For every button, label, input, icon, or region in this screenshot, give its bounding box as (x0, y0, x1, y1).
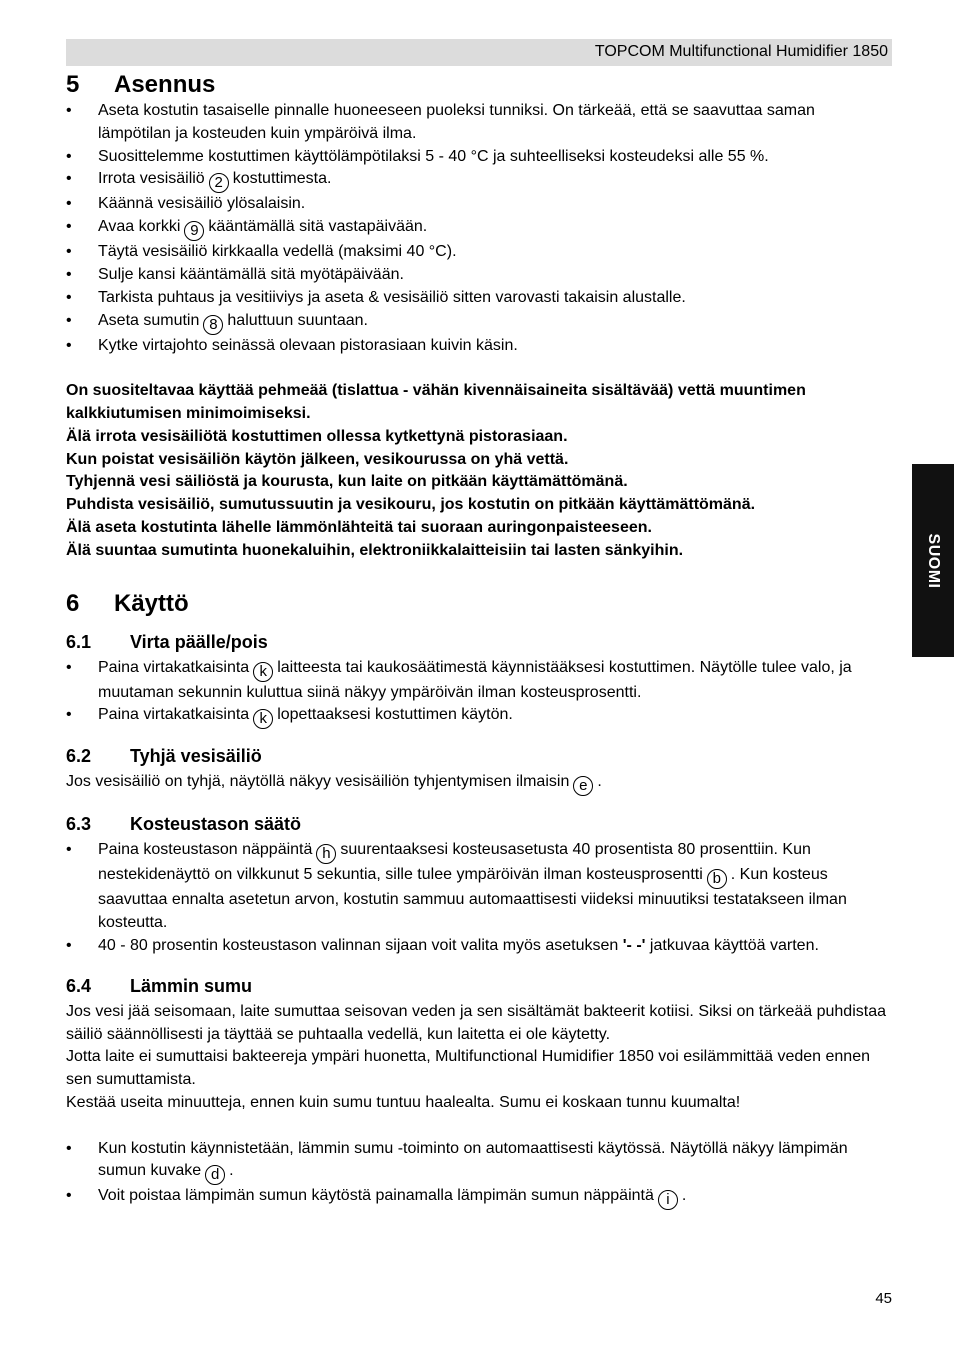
list-item: • Tarkista puhtaus ja vesitiiviys ja aseta & vesisäiliö sitten varovasti takaisin alustalle. (66, 288, 686, 306)
paragraph: Kestää useita minuutteja, ennen kuin sumu tuntuu haalealta. Sumu ei koskaan tunnu kuumalta! (66, 1093, 741, 1111)
ref-marker: k (253, 709, 273, 729)
ref-marker: e (573, 776, 593, 796)
warning-text: Puhdista vesisäiliö, sumutussuutin ja vesikouru, jos kostutin on pitkään käyttämättömänä. (66, 496, 756, 514)
warning-text: Älä irrota vesisäiliötä kostuttimen ollessa kytkettynä pistorasiaan. (66, 427, 568, 445)
warm-mist-list (66, 1138, 892, 1211)
section-title: Asennus (114, 71, 216, 98)
ref-marker: h (316, 844, 336, 864)
list-item: • Aseta sumutin 8 haluttuun suuntaan. (66, 311, 368, 333)
section-5-heading (66, 70, 892, 100)
list-item: • Irrota vesisäiliö 2 kostuttimesta. (66, 170, 332, 192)
paragraph: Jotta laite ei sumuttaisi bakteereja ympäri huonetta, Multifunctional Humidifier 1850 voi esilämmittää veden ennen sen sumuttamista. (66, 1048, 870, 1089)
language-tab (912, 464, 954, 657)
page-number: 45 (875, 1290, 892, 1307)
warning-text: Älä suuntaa sumutinta huonekaluihin, elektroniikkalaitteisiin tai lasten sänkyihin. (66, 541, 684, 559)
ref-marker: 2 (209, 173, 229, 193)
subsection-6-3-heading: 6.3 Kosteustason säätö (66, 814, 302, 835)
section-number: 6 (66, 589, 80, 617)
ref-marker: i (658, 1190, 678, 1210)
list-item: • Paina virtakatkaisinta k lopettaaksesi kostuttimen käytön. (66, 706, 513, 728)
warning-text: On suositeltavaa käyttää pehmeää (tislattua - vähän kivennäisaineita sisältävää) vettä muuntimen kalkkiutumisen minimoimiseksi. (66, 382, 806, 422)
section-title: Käyttö (114, 589, 189, 617)
ref-marker: 9 (184, 221, 204, 241)
section-6-heading (66, 589, 892, 619)
list-item: • Kytke virtajohto seinässä olevaan pistorasiaan kuivin käsin. (66, 336, 518, 354)
warning-text: Älä aseta kostutinta lähelle lämmönlähteitä tai suoraan auringonpaisteeseen. (66, 518, 652, 536)
subsection-6-4-heading: 6.4 Lämmin sumu (66, 975, 253, 996)
section-number: 5 (66, 71, 80, 98)
subsection-6-2-heading: 6.2 Tyhjä vesisäiliö (66, 746, 262, 767)
language-tab-label: SUOMI (925, 533, 942, 588)
page-header (66, 39, 892, 66)
warnings-block (66, 380, 892, 562)
list-item: • Suosittelemme kostuttimen käyttölämpötilaksi 5 - 40 °C ja suhteelliseksi kosteudeksi alle 55 %. (66, 147, 769, 165)
list-item: • Avaa korkki 9 kääntämällä sitä vastapäivään. (66, 218, 428, 240)
warning-text: Tyhjennä vesi säiliöstä ja kourusta, kun laite on pitkään käyttämättömänä. (66, 473, 628, 491)
page-content (66, 70, 892, 1210)
paragraph: Jos vesi jää seisomaan, laite sumuttaa seisovan veden ja sen sisältämät bakteerit kotiisi. Siksi on tärkeää puhdistaa säiliö säännöllisesti ja täyttää se puhtaalla vedellä, kun laitetta ei ole käytetty. (66, 1002, 886, 1043)
ref-marker: 8 (203, 315, 223, 335)
empty-tank-text: Jos vesisäiliö on tyhjä, näytöllä näkyy vesisäiliön tyhjentymisen ilmaisin e . (66, 773, 602, 795)
power-list (66, 657, 892, 730)
warm-mist-text (66, 1001, 892, 1115)
humidity-list (66, 839, 892, 957)
installation-list (66, 100, 892, 357)
header-title: TOPCOM Multifunctional Humidifier 1850 (594, 43, 888, 60)
warning-text: Kun poistat vesisäiliön käytön jälkeen, vesikourussa on yhä vettä. (66, 450, 569, 468)
ref-marker: k (253, 662, 273, 682)
ref-marker: d (205, 1165, 225, 1185)
list-item: • Sulje kansi kääntämällä sitä myötäpäivään. (66, 265, 404, 283)
list-item: • Aseta kostutin tasaiselle pinnalle huoneeseen puoleksi tunniksi. On tärkeää, että se saavuttaa saman lämpötilan ja kosteuden kuin ympäröivä ilma. (66, 102, 815, 142)
list-item: • Paina virtakatkaisinta k laitteesta tai kaukosäätimestä käynnistääksesi kostuttimen. Näytölle tulee valo, ja muutaman sekunnin kuluttua siinä näkyy ympäröivän ilman kosteusprosentti. (66, 658, 852, 701)
list-item: • Täytä vesisäiliö kirkkaalla vedellä (maksimi 40 °C). (66, 243, 457, 261)
list-item: • 40 - 80 prosentin kosteustason valinnan sijaan voit valita myös asetuksen '- -' jatkuvaa käyttöä varten. (66, 936, 819, 954)
list-item: • Käännä vesisäiliö ylösalaisin. (66, 195, 306, 213)
list-item: • Paina kosteustason näppäintä h suurentaaksesi kosteusasetusta 40 prosentista 80 prosenttiin. Kun nestekidenäyttö on vilkkunut 5 sekuntia, sille tulee ympäröivän ilman kosteusprosentti b . Kun kosteus saavuttaa ennalta asetetun arvon, kostutin sammuu automaattisesti viideksi minuutiksi testatakseen ilman kosteutta. (66, 841, 847, 932)
list-item: • Kun kostutin käynnistetään, lämmin sumu -toiminto on automaattisesti käytössä. Näytöllä näkyy lämpimän sumun kuvake d . (66, 1139, 848, 1184)
list-item: • Voit poistaa lämpimän sumun käytöstä painamalla lämpimän sumun näppäintä i . (66, 1187, 687, 1209)
subsection-6-1-heading: 6.1 Virta päälle/pois (66, 631, 268, 652)
ref-marker: b (707, 869, 727, 889)
